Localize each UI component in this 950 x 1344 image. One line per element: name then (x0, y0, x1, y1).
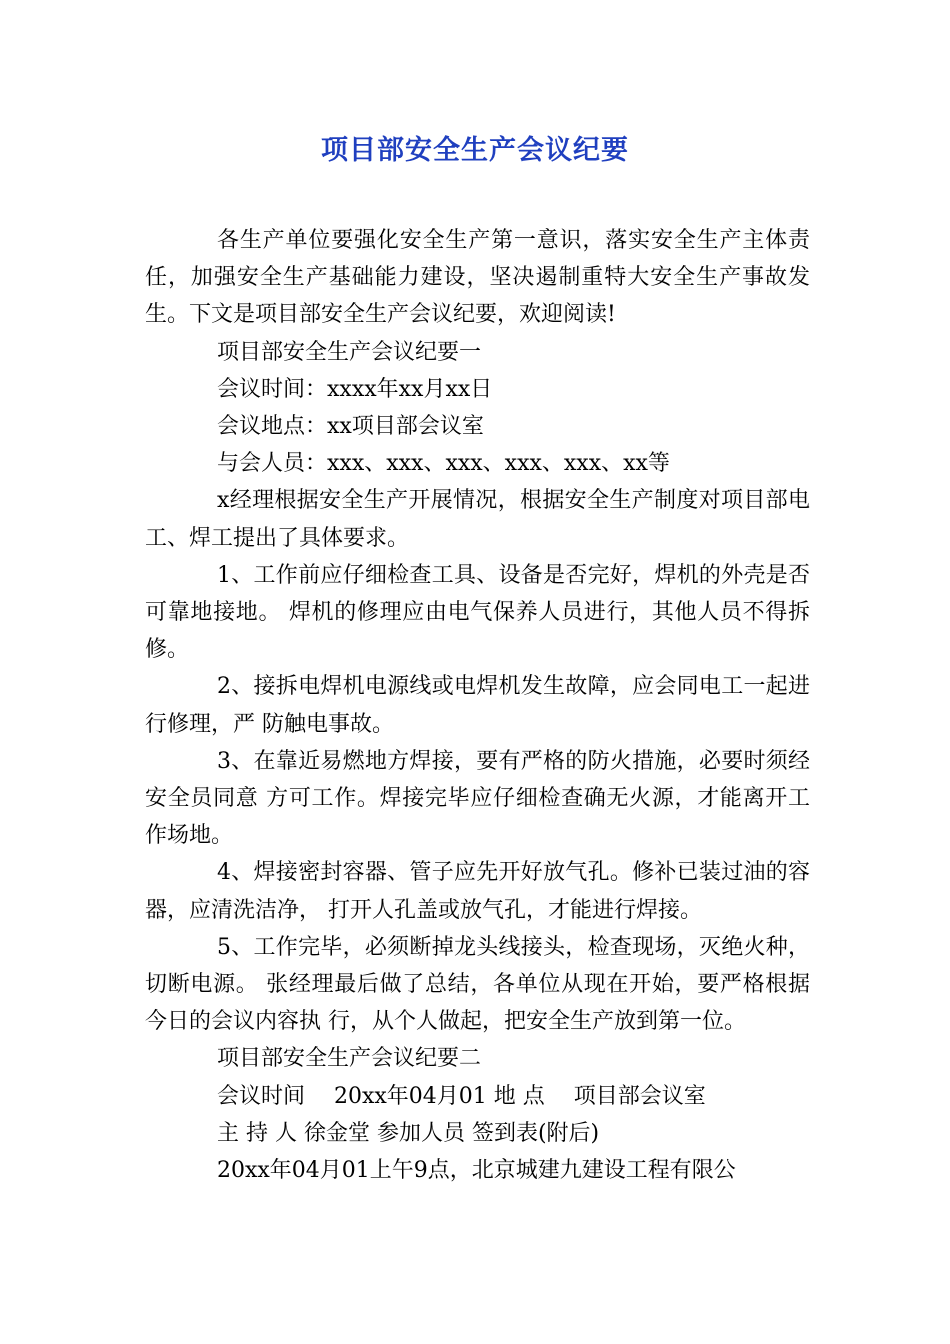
paragraph-host-info: 主 持 人 徐金堂 参加人员 签到表(附后) (217, 1120, 600, 1146)
paragraph-meeting-time: 会议时间：xxxx年xx月xx日 (217, 376, 493, 402)
paragraph-section-heading-1: 项目部安全生产会议纪要一 (217, 339, 482, 365)
paragraph-section-heading-2: 项目部安全生产会议纪要二 (217, 1046, 482, 1072)
paragraph-item-2: 2、接拆电焊机电源线或电焊机发生故障，应会同电工一起进行修理，严 防触电事故。 (145, 674, 810, 737)
paragraph-meeting-info-2: 会议时间 20xx年04月01 地 点 项目部会议室 (217, 1083, 706, 1109)
paragraph-intro: 各生产单位要强化安全生产第一意识，落实安全生产主体责任，加强安全生产基础能力建设，坚决遏制重特大安全生产事故发生。下文是项目部安全生产会议纪要，欢迎阅读! (145, 228, 810, 328)
document-body (145, 222, 810, 1189)
paragraph-item-3: 3、在靠近易燃地方焊接，要有严格的防火措施，必要时须经安全员同意 方可工作。焊接完毕应仔细检查确无火源，才能离开工作场地。 (145, 748, 810, 849)
paragraph-meeting-opening: 20xx年04月01上午9点，北京城建九建设工程有限公 (217, 1158, 736, 1184)
paragraph-item-5: 5、工作完毕，必须断掉龙头线接头，检查现场，灭绝火种，切断电源。 张经理最后做了总结，各单位从现在开始，要严格根据今日的会议内容执 行，从个人做起，把安全生产放到第一位。 (145, 934, 810, 1035)
document-title: 项目部安全生产会议纪要 (321, 135, 629, 166)
paragraph-attendees: 与会人员：xxx、xxx、xxx、xxx、xxx、xx等 (217, 451, 670, 477)
paragraph-meeting-location: 会议地点：xx项目部会议室 (217, 414, 484, 440)
paragraph-item-1: 1、工作前应仔细检查工具、设备是否完好，焊机的外壳是否可靠地接地。 焊机的修理应由电气保养人员进行，其他人员不得拆修。 (145, 562, 810, 663)
paragraph-item-4: 4、焊接密封容器、管子应先开好放气孔。修补已装过油的容器，应清洗洁净， 打开人孔盖或放气孔，才能进行焊接。 (145, 860, 810, 923)
paragraph-manager-requirements: x经理根据安全生产开展情况，根据安全生产制度对项目部电工、焊工提出了具体要求。 (145, 488, 810, 551)
